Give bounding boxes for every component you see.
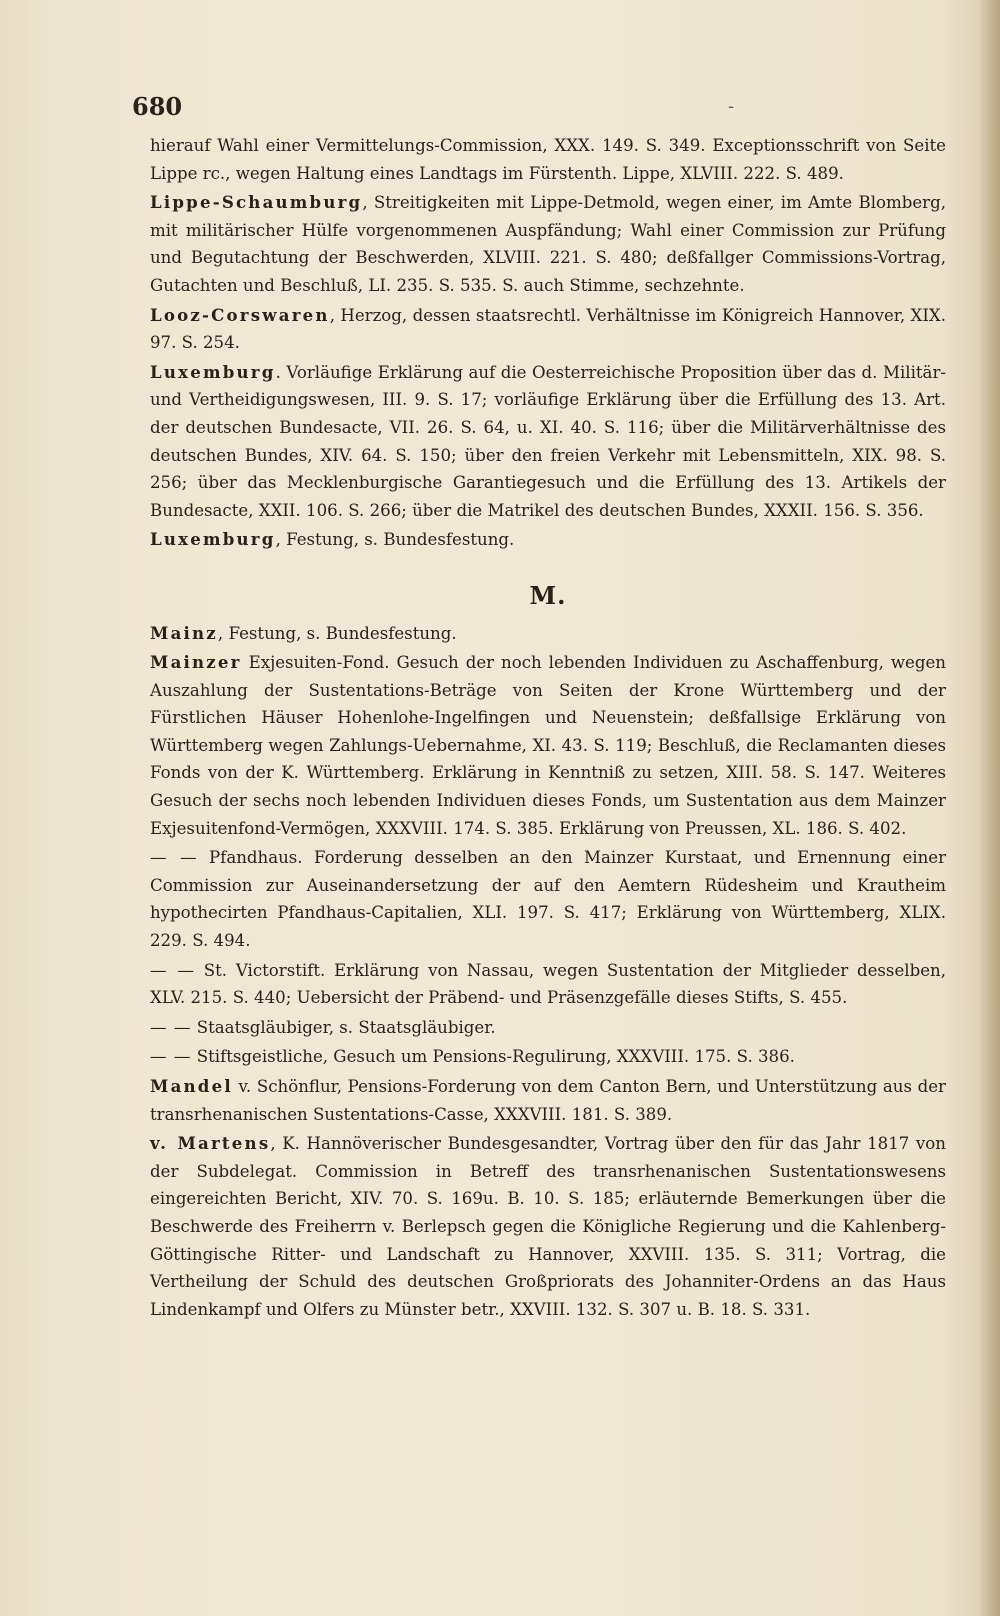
index-entry-continuation — [150, 132, 946, 187]
entry-dash: — — — [150, 960, 195, 980]
entry-text: St. Victorstift. Erklärung von Nassau, wegen Sustentation der Mitglieder desselben, XLV. 215. S. 440; Uebersicht der Präbend- und Präsenzgefälle dieses Stifts, S. 455. — [150, 960, 946, 1008]
entry-text: Staatsgläubiger, s. Staatsgläubiger. — [191, 1017, 496, 1037]
entry-text: v. Schönflur, Pensions-Forderung von dem Canton Bern, und Unterstützung aus der transrhenanischen Sustentations-Casse, XXXVIII. 181. S. 389. — [150, 1077, 946, 1124]
entry-text: . Vorläufige Erklärung auf die Oesterreichische Proposition über das d. Militär- und Vertheidigungswesen, III. 9. S. 17; vorläufige Erklärung über die Erfüllung des 13. Art. der deutschen Bundesacte, VII. 26. S. 64, u. XI. 40. S. 116; über die Militärverhältnisse des deutschen Bundes, XIV. 64. S. 150; über den freien Verkehr mit Lebensmitteln, XIX. 98. S. 256; über das Mecklenburgische Garantiegesuch und die Erfüllung des 13. Artikels der Bundesacte, XXII. 106. S. 266; über die Matrikel des deutschen Bundes, XXXII. 156. S. 356. — [150, 362, 946, 520]
index-content — [150, 132, 946, 1325]
index-entry-mainzer-exjesuiten — [150, 649, 946, 842]
index-entry-mandel — [150, 1073, 946, 1128]
entry-text: , Herzog, dessen staatsrechtl. Verhältnisse im Königreich Hannover, XIX. 97. S. 254. — [150, 305, 946, 353]
section-letter-heading: M. — [529, 580, 567, 610]
entry-dash: — — — [150, 1047, 192, 1067]
entry-heading: Looz-Corswaren — [150, 304, 330, 325]
entry-text: , Streitigkeiten mit Lippe-Detmold, wegen einer, im Amte Blomberg, mit militärischer Hülfe vorgenommenen Auspfändung; Wahl einer Commission zur Prüfung und Begutachtung der Beschwerden, XLVIII. 221. S. 480; deßfallger Commissions-Vortrag, Gutachten und Beschluß, LI. 235. S. 535. S. auch Stimme, sechzehnte. — [150, 193, 946, 295]
index-subentry-pfandhaus — [150, 844, 946, 954]
entry-heading: Mainz — [150, 622, 218, 643]
entry-heading: Mainzer — [150, 652, 242, 673]
index-entry-martens — [150, 1130, 946, 1323]
entry-heading: v. Martens — [150, 1133, 271, 1154]
entry-text: , Festung, s. Bundesfestung. — [217, 623, 457, 643]
entry-heading: Luxemburg — [150, 529, 276, 550]
entry-dash: — — — [150, 848, 198, 868]
index-entry-lippe-schaumburg — [150, 189, 946, 299]
entry-text: , Festung, s. Bundesfestung. — [275, 530, 515, 550]
index-subentry-victorstift — [150, 957, 946, 1012]
entry-text: Pfandhaus. Forderung desselben an den Mainzer Kurstaat, und Ernennung einer Commission zur Auseinandersetzung der auf den Aemtern Rüdesheim und Krautheim hypothecirten Pfandhaus-Capitalien, XLI. 197. S. 417; Erklärung von Württemberg, XLIX. 229. S. 494. — [150, 848, 947, 951]
page-number: 680 — [132, 92, 183, 121]
index-entry-looz-corswaren — [150, 302, 946, 357]
index-subentry-staatsglaeubiger — [150, 1014, 946, 1042]
index-entry-mainz — [150, 620, 946, 648]
index-entry-luxemburg-festung — [150, 526, 946, 554]
entry-heading: Lippe-Schaumburg — [150, 192, 363, 213]
entry-text: , K. Hannöverischer Bundesgesandter, Vortrag über den für das Jahr 1817 von der Subdelegat. Commission in Betreff des transrhenanischen Sustentationswesens eingereichten Bericht, XIV. 70. S. 169u. B. 10. S. 185; erläuternde Bemerkungen über die Beschwerde des Freiherrn v. Berlepsch gegen die Königliche Regierung und die Kahlenberg- Göttingische Ritter- und Landschaft zu Hannover, XXVIII. 135. S. 311; Vortrag, die Vertheilung der Schuld des deutschen Großpriorats des Johanniter-Ordens an das Haus Lindenkampf und Olfers zu Münster betr., XXVIII. 132. S. 307 u. B. 18. S. 331. — [150, 1134, 946, 1319]
index-entry-luxemburg — [150, 359, 946, 525]
index-subentry-stiftsgeistliche — [150, 1043, 946, 1071]
entry-text: Exjesuiten-Fond. Gesuch der noch lebenden Individuen zu Aschaffenburg, wegen Auszahlung der Sustentations-Beträge von Seiten der Krone Württemberg und der Fürstlichen Häuser Hohenlohe-Ingelfingen und Neuenstein; deßfallsige Erklärung von Württemberg wegen Zahlungs-Uebernahme, XI. 43. S. 119; Beschluß, die Reclamanten dieses Fonds von der K. Württemberg. Erklärung in Kenntniß zu setzen, XIII. 58. S. 147. Weiteres Gesuch der sechs noch lebenden Individuen dieses Fonds, um Sustentation aus dem Mainzer Exjesuitenfond-Vermögen, XXXVIII. 174. S. 385. Erklärung von Preussen, XL. 186. S. 402. — [150, 653, 946, 838]
entry-heading: Mandel — [150, 1076, 233, 1096]
entry-text: Stiftsgeistliche, Gesuch um Pensions-Regulirung, XXXVIII. 175. S. 386. — [191, 1047, 795, 1067]
entry-text: hierauf Wahl einer Vermittelungs-Commission, XXX. 149. S. 349. Exceptionsschrift von Seite Lippe rc., wegen Haltung eines Landtags im Fürstenth. Lippe, XLVIII. 222. S. 489. — [150, 136, 946, 183]
entry-heading: Luxemburg — [150, 361, 276, 382]
binding-shadow — [978, 0, 1000, 1616]
top-mark: - — [728, 96, 735, 117]
entry-dash: — — — [150, 1017, 192, 1037]
